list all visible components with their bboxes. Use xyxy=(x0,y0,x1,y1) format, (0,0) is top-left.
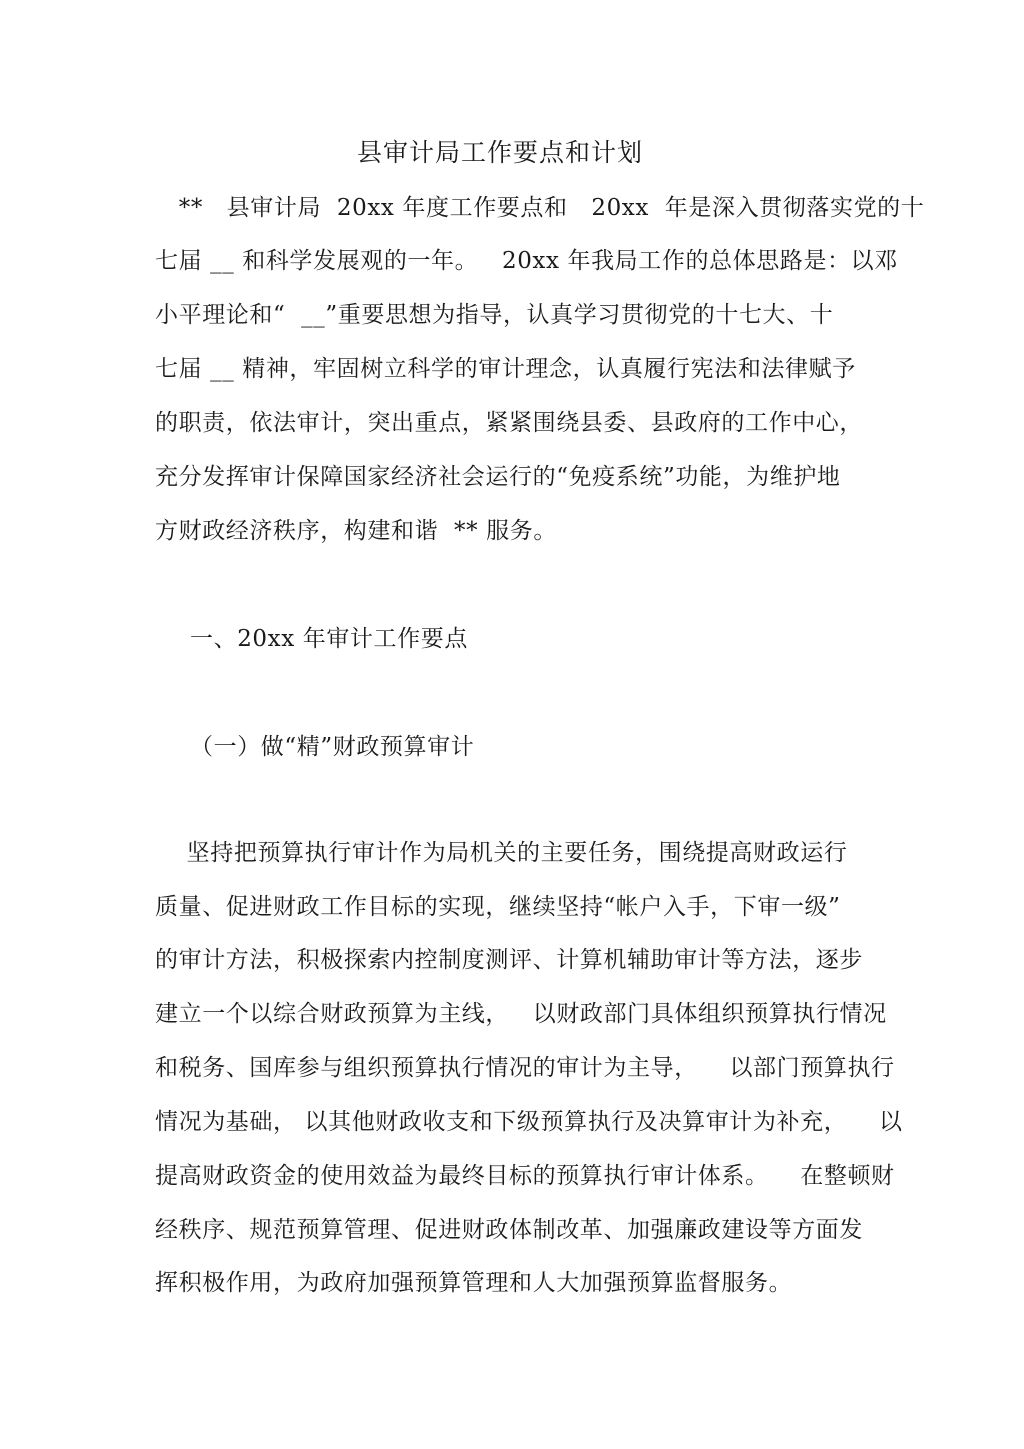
body-line: 建立一个以综合财政预算为主线， 以财政部门具体组织预算执行情况 xyxy=(155,1001,887,1027)
body-line: 经秩序、规范预算管理、促进财政体制改革、加强廉政建设等方面发 xyxy=(155,1217,863,1243)
body-line: 的审计方法，积极探索内控制度测评、计算机辅助审计等方法，逐步 xyxy=(155,947,863,973)
intro-line: 的职责，依法审计，突出重点，紧紧围绕县委、县政府的工作中心， xyxy=(155,410,863,436)
body-line: 情况为基础， 以其他财政收支和下级预算执行及决算审计为补充， 以 xyxy=(155,1109,903,1135)
intro-line: 小平理论和“ __”重要思想为指导，认真学习贯彻党的十七大、十 xyxy=(155,302,834,328)
section-heading: 一、20xx 年审计工作要点 xyxy=(190,626,468,652)
body-line: 质量、促进财政工作目标的实现，继续坚持“帐户入手，下审一级” xyxy=(155,894,841,920)
body-line: 和税务、国库参与组织预算执行情况的审计为主导， 以部门预算执行 xyxy=(155,1055,895,1081)
intro-line: 七届 __ 精神，牢固树立科学的审计理念，认真履行宪法和法律赋予 xyxy=(155,356,856,382)
body-line: 提高财政资金的使用效益为最终目标的预算执行审计体系。 在整顿财 xyxy=(155,1163,895,1189)
intro-line: 七届 __ 和科学发展观的一年。 20xx 年我局工作的总体思路是：以邓 xyxy=(155,248,898,274)
subsection-heading: （一）做“精”财政预算审计 xyxy=(190,734,475,760)
body-line: 坚持把预算执行审计作为局机关的主要任务，围绕提高财政运行 xyxy=(155,840,848,866)
document-title: 县审计局工作要点和计划 xyxy=(356,138,643,167)
intro-line: ** 县审计局 20xx 年度工作要点和 20xx 年是深入贯彻落实党的十 xyxy=(155,195,925,221)
intro-line: 方财政经济秩序，构建和谐 ** 服务。 xyxy=(155,518,557,544)
body-line: 挥积极作用，为政府加强预算管理和人大加强预算监督服务。 xyxy=(155,1270,793,1296)
intro-line: 充分发挥审计保障国家经济社会运行的“免疫系统”功能，为维护地 xyxy=(155,464,841,490)
